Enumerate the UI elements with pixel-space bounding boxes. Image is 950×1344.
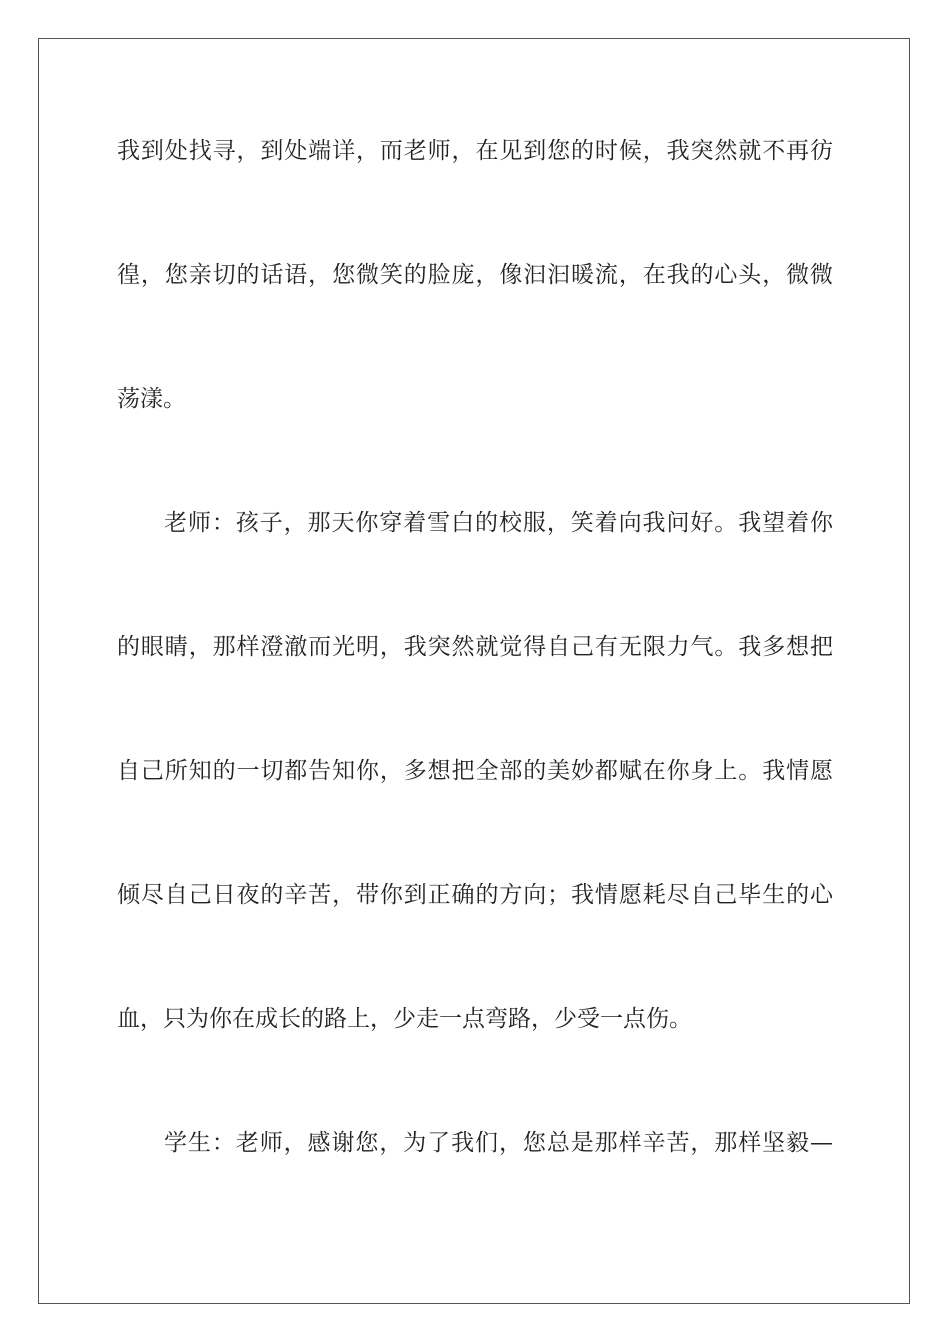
- paragraph-1-line-1: 我到处找寻，到处端详，而老师，在见到您的时候，我突然就不再彷: [117, 138, 833, 164]
- page-border: [38, 38, 910, 1304]
- paragraph-2-line-4: 倾尽自己日夜的辛苦，带你到正确的方向；我情愿耗尽自己毕生的心: [117, 882, 833, 908]
- paragraph-1-line-3: 荡漾。: [117, 386, 186, 412]
- paragraph-2-line-1: 老师：孩子，那天你穿着雪白的校服，笑着向我问好。我望着你: [164, 510, 833, 536]
- paragraph-2-line-2: 的眼睛，那样澄澈而光明，我突然就觉得自己有无限力气。我多想把: [117, 634, 833, 660]
- paragraph-3-line-1: 学生：老师，感谢您，为了我们，您总是那样辛苦，那样坚毅—: [164, 1130, 833, 1156]
- paragraph-1-line-2: 徨，您亲切的话语，您微笑的脸庞，像汩汩暖流，在我的心头，微微: [117, 262, 833, 288]
- paragraph-2-line-3: 自己所知的一切都告知你，多想把全部的美妙都赋在你身上。我情愿: [117, 758, 833, 784]
- paragraph-2-line-5: 血，只为你在成长的路上，少走一点弯路，少受一点伤。: [117, 1006, 692, 1032]
